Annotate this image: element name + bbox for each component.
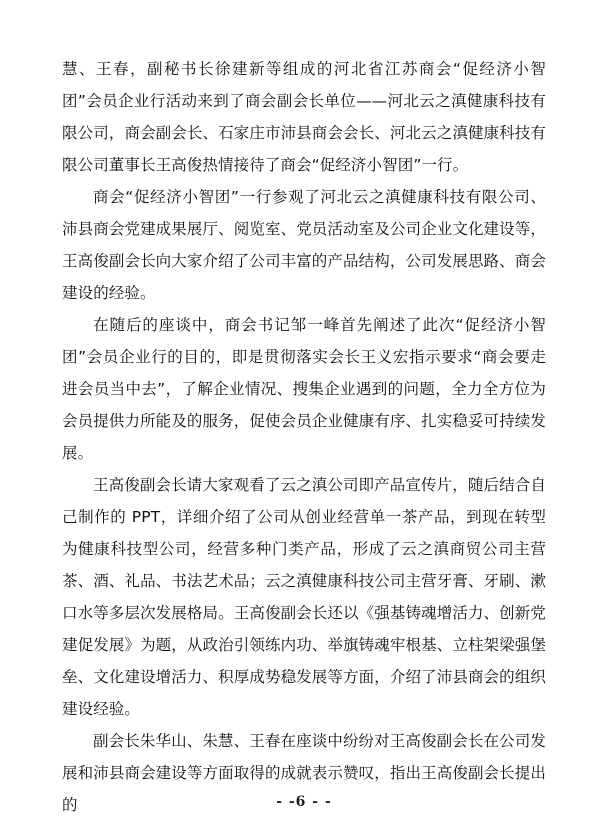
paragraph-3: 在随后的座谈中，商会书记邹一峰首先阐述了此次“促经济小智团”会员企业行的目的，即是贯彻落实会长王义宏指示要求“商会要走进会员当中去”，了解企业情况、搜集企业遇到的问题，全力全方位为会员提供力所能及的服务，促使会员企业健康有序、扎实稳妥可持续发展。 [62, 316, 546, 462]
paragraph-5: 副会长朱华山、朱慧、王春在座谈中纷纷对王高俊副会长在公司发展和沛县商会建设等方面取得的成就表示赞叹，指出王高俊副会长提出的 [62, 732, 546, 814]
paragraph-1: 慧、王春，副秘书长徐建新等组成的河北省江苏商会“促经济小智团”会员企业行活动来到了商会副会长单位——河北云之滇健康科技有限公司，商会副会长、石家庄市沛县商会会长、河北云之滇健康科技有限公司董事长王高俊热情接待了商会“促经济小智团”一行。 [62, 60, 546, 174]
page-number: - -6 - - [276, 794, 332, 810]
paragraph-4: 王高俊副会长请大家观看了云之滇公司即产品宣传片，随后结合自己制作的 PPT，详细介绍了公司从创业经营单一茶产品，到现在转型为健康科技型公司，经营多种门类产品，形成了云之滇商贸公司主营茶、酒、礼品、书法艺术品；云之滇健康科技公司主营牙膏、牙刷、漱口水等多层次发展格局。王高俊副会长还以《强基铸魂增活力、创新党建促发展》为题，从政治引领练内功、举旗铸魂牢根基、立柱架梁强堡垒、文化建设增活力、积厚成势稳发展等方面，介绍了沛县商会的组织建设经验。 [62, 476, 546, 718]
paragraph-2: 商会“促经济小智团”一行参观了河北云之滇健康科技有限公司、沛县商会党建成果展厅、阅览室、党员活动室及公司企业文化建设等，王高俊副会长向大家介绍了公司丰富的产品结构，公司发展思路、商会建设的经验。 [62, 188, 546, 302]
body-text [62, 53, 546, 821]
